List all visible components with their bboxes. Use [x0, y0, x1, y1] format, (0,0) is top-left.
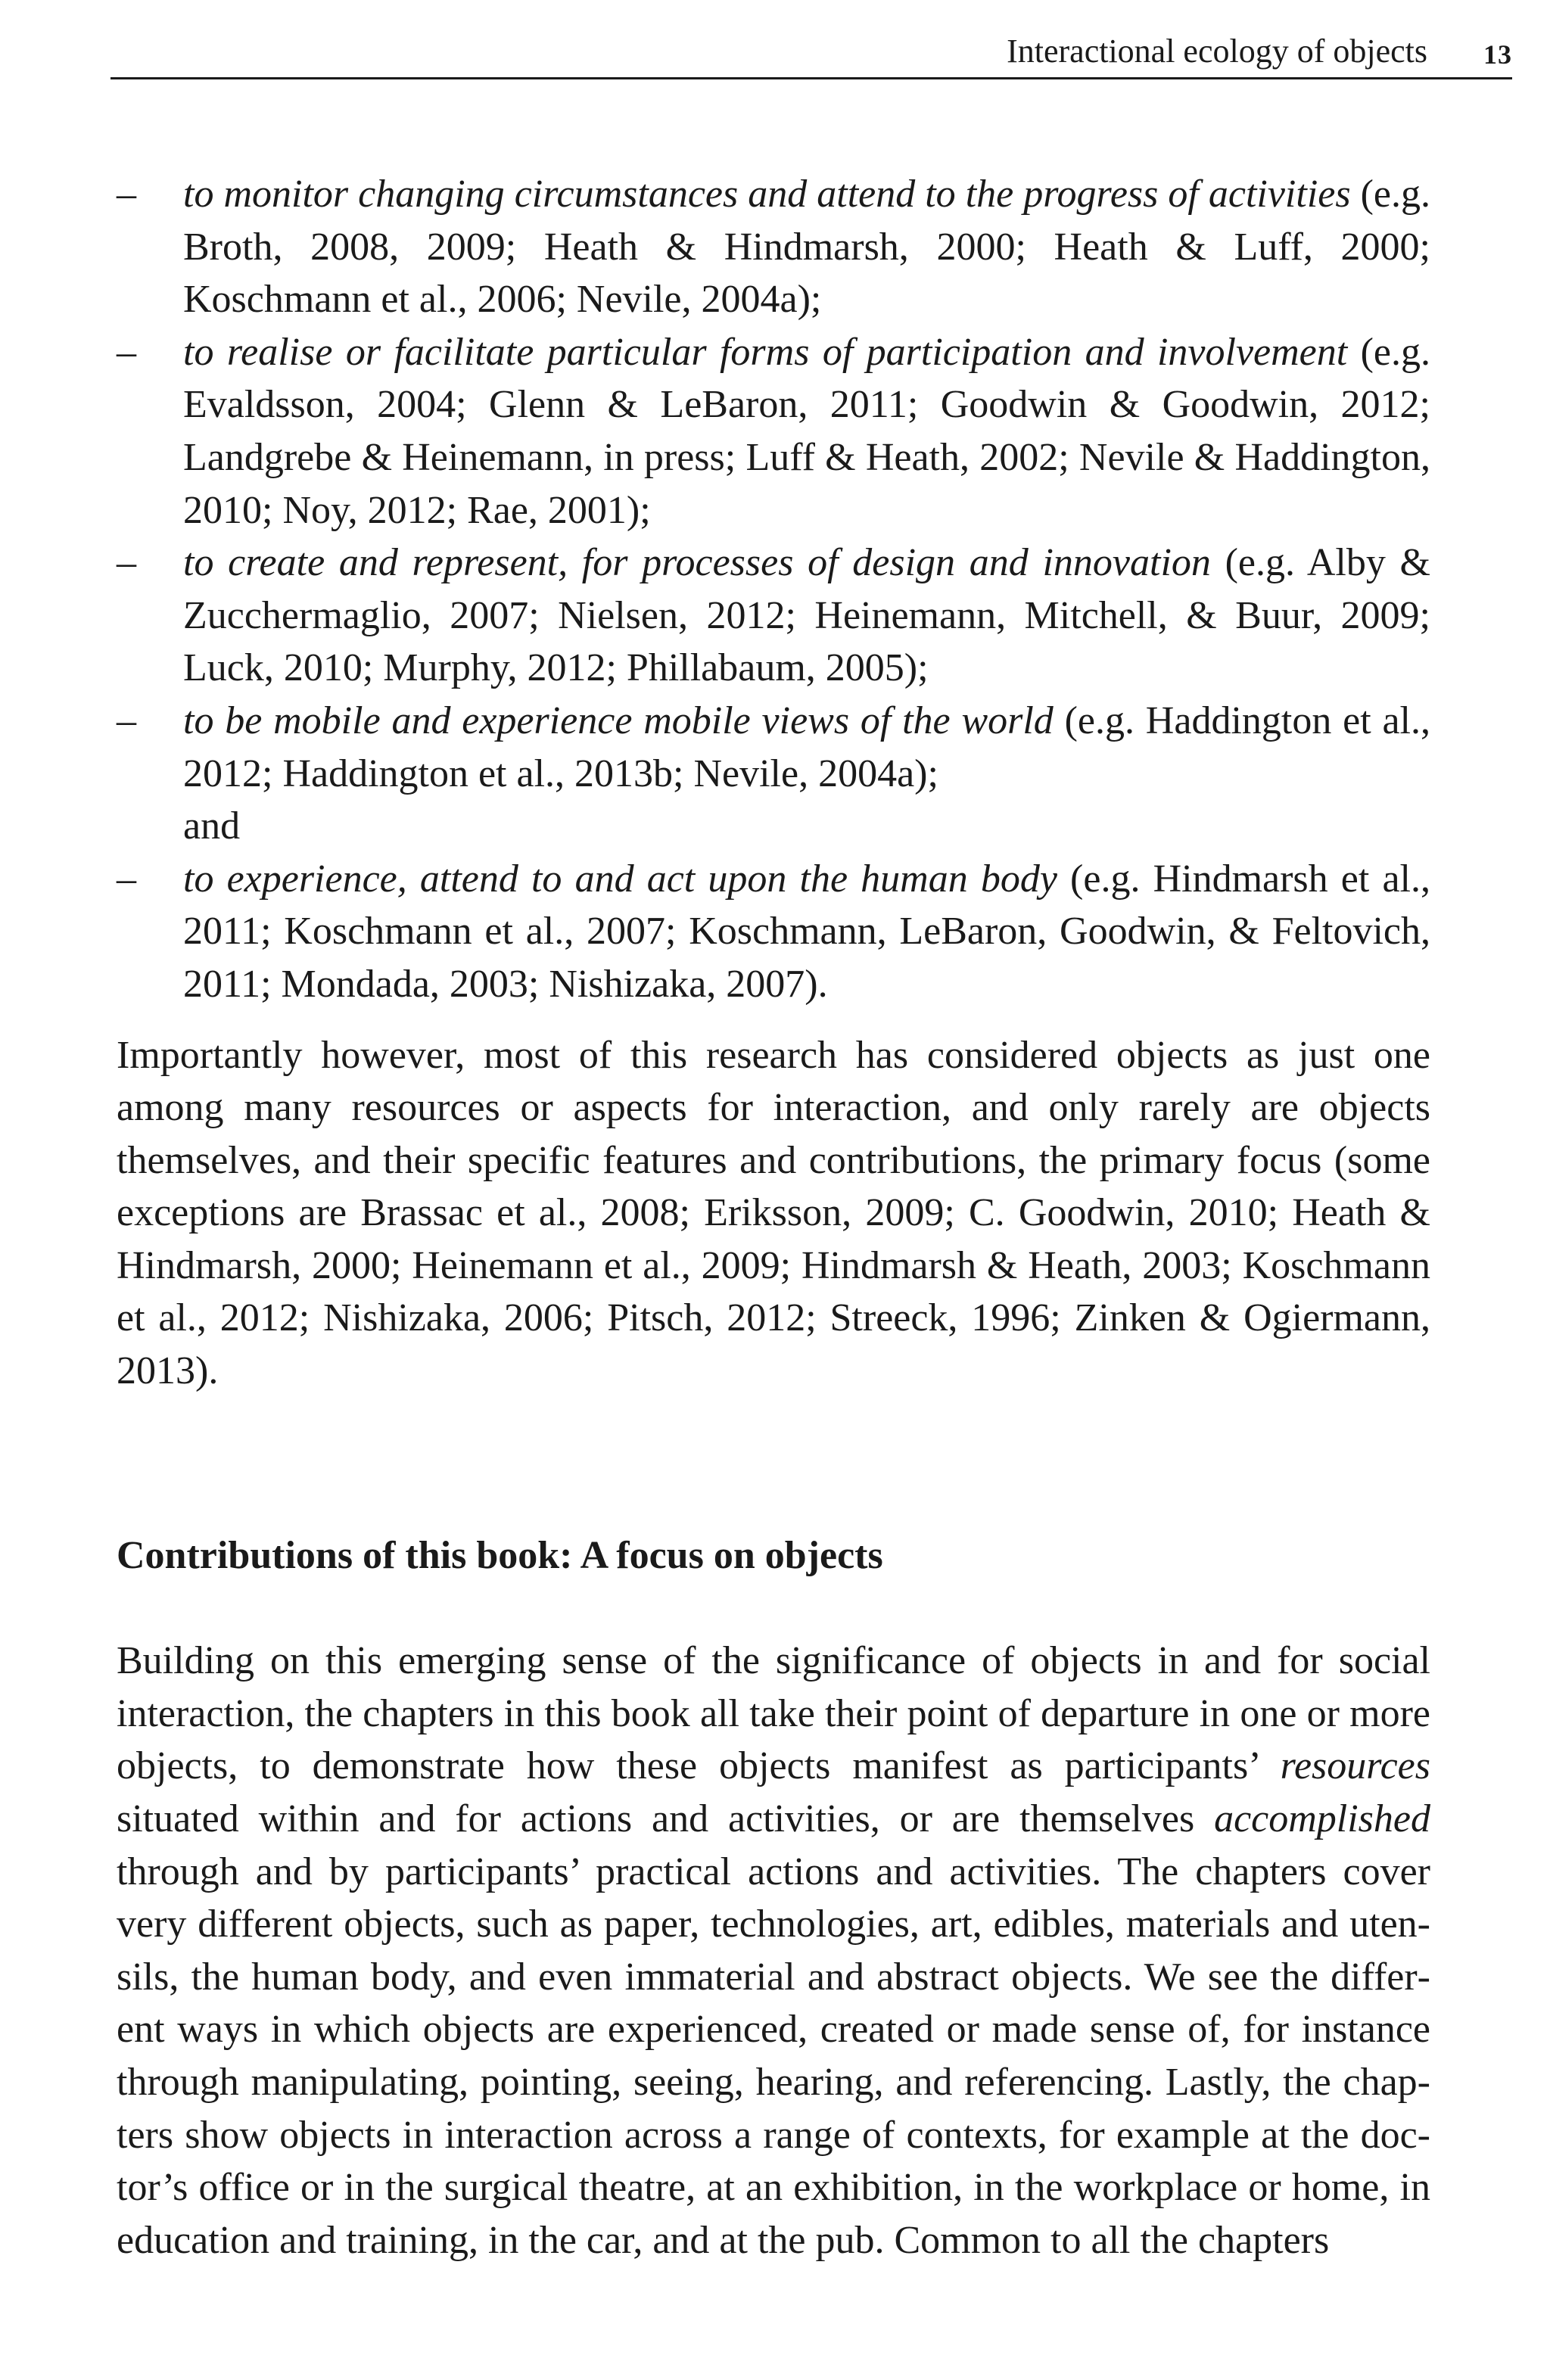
list-item-lead: to experience, attend to and act upon the human body	[183, 857, 1057, 901]
list-item-refs: (e.g. Alby & Zucchermaglio, 2007; Nielsen, 2012; Heinemann, Mitchell, & Buur, 2009; Luck, 2010; Murphy, 2012; Phillabaum, 2005);	[183, 541, 1430, 690]
emphasis-resources: resources	[1280, 1744, 1430, 1788]
list-item	[117, 537, 1430, 695]
running-title: Interactional ecology of objects	[1007, 33, 1427, 70]
list-marker: –	[117, 698, 136, 742]
list-marker: –	[117, 173, 136, 216]
paragraph-contributions	[117, 1635, 1430, 2266]
list-marker: –	[117, 541, 136, 585]
list-item-refs: (e.g. Haddington et al., 2012; Haddington et al., 2013b; Nevile, 2004a);	[183, 698, 1430, 795]
list-item-refs: (e.g. Hindmarsh et al., 2011; Koschmann et al., 2007; Koschmann, LeBaron, Goodwin, & Feltovich, 2011; Mondada, 2003; Nishizaka, 2007).	[183, 857, 1430, 1006]
list-item	[117, 695, 1430, 800]
list-item-refs: (e.g. Evaldsson, 2004; Glenn & LeBaron, 2011; Goodwin & Goodwin, 2012; Landgrebe & Heinemann, in press; Luff & Heath, 2002; Nevile & Haddington, 2010; Noy, 2012; Rae, 2001);	[183, 330, 1430, 532]
list-item-refs: (e.g. Broth, 2008, 2009; Heath & Hindmarsh, 2000; Heath & Luff, 2000; Koschmann et al., 2006; Nevile, 2004a);	[183, 173, 1431, 322]
list-item-lead: to monitor changing circumstances and attend to the progress of activities	[183, 173, 1351, 216]
paragraph-text: Building on this emerging sense of the significance of objects in and for social interaction, the chapters in this book all take their point of departure in one or more objects, to demonstrate how these objects manifest as participants’	[117, 1639, 1430, 1788]
list-item-lead: to be mobile and experience mobile views of the world	[183, 698, 1054, 742]
list-conjunction: and	[183, 804, 241, 848]
list-marker: –	[117, 330, 136, 374]
list-item-lead: to realise or facilitate particular forms of participation and involvement	[183, 330, 1348, 374]
research-list	[117, 168, 1430, 1011]
list-item	[117, 853, 1430, 1011]
list-item	[117, 326, 1430, 537]
page-number: 13	[1483, 39, 1512, 70]
running-head	[110, 17, 1512, 79]
paragraph-importantly: Importantly however, most of this research has considered objects as just one among many resources or aspects for interaction, and only rarely are objects themselves, and their specific features and contributions, the primary focus (some exceptions are Brassac et al., 2008; Eriksson, 2009; C. Goodwin, 2010; Heath & Hindmarsh, 2000; Heinemann et al., 2009; Hindmarsh & Heath, 2003; Koschmann et al., 2012; Nishizaka, 2006; Pitsch, 2012; Streeck, 1996; Zinken & Ogiermann, 2013).	[117, 1033, 1430, 1393]
list-marker: –	[117, 857, 136, 901]
paragraph-text: situated within and for actions and activities, or are themselves	[117, 1797, 1215, 1841]
body-text	[117, 168, 1430, 2266]
emphasis-accomplished: accomplished	[1214, 1797, 1430, 1841]
section-heading: Contributions of this book: A focus on objects	[117, 1533, 883, 1577]
list-item	[117, 168, 1430, 326]
paragraph-text: through and by participants’ practical actions and activities. The chapters cover very different objects, such as paper, technologies, art, edibles, materials and utensils, the human body, and even immaterial and abstract objects. We see the different ways in which objects are experienced, created or made sense of, for instance through manipulating, pointing, seeing, hearing, and referencing. Lastly, the chapters show objects in interaction across a range of contexts, for example at the doctor’s office or in the surgical theatre, at an exhibition, in the workplace or home, in education and training, in the car, and at the pub. Common to all the chapters	[117, 1850, 1430, 2262]
list-item-lead: to create and represent, for processes of design and innovation	[183, 541, 1211, 585]
